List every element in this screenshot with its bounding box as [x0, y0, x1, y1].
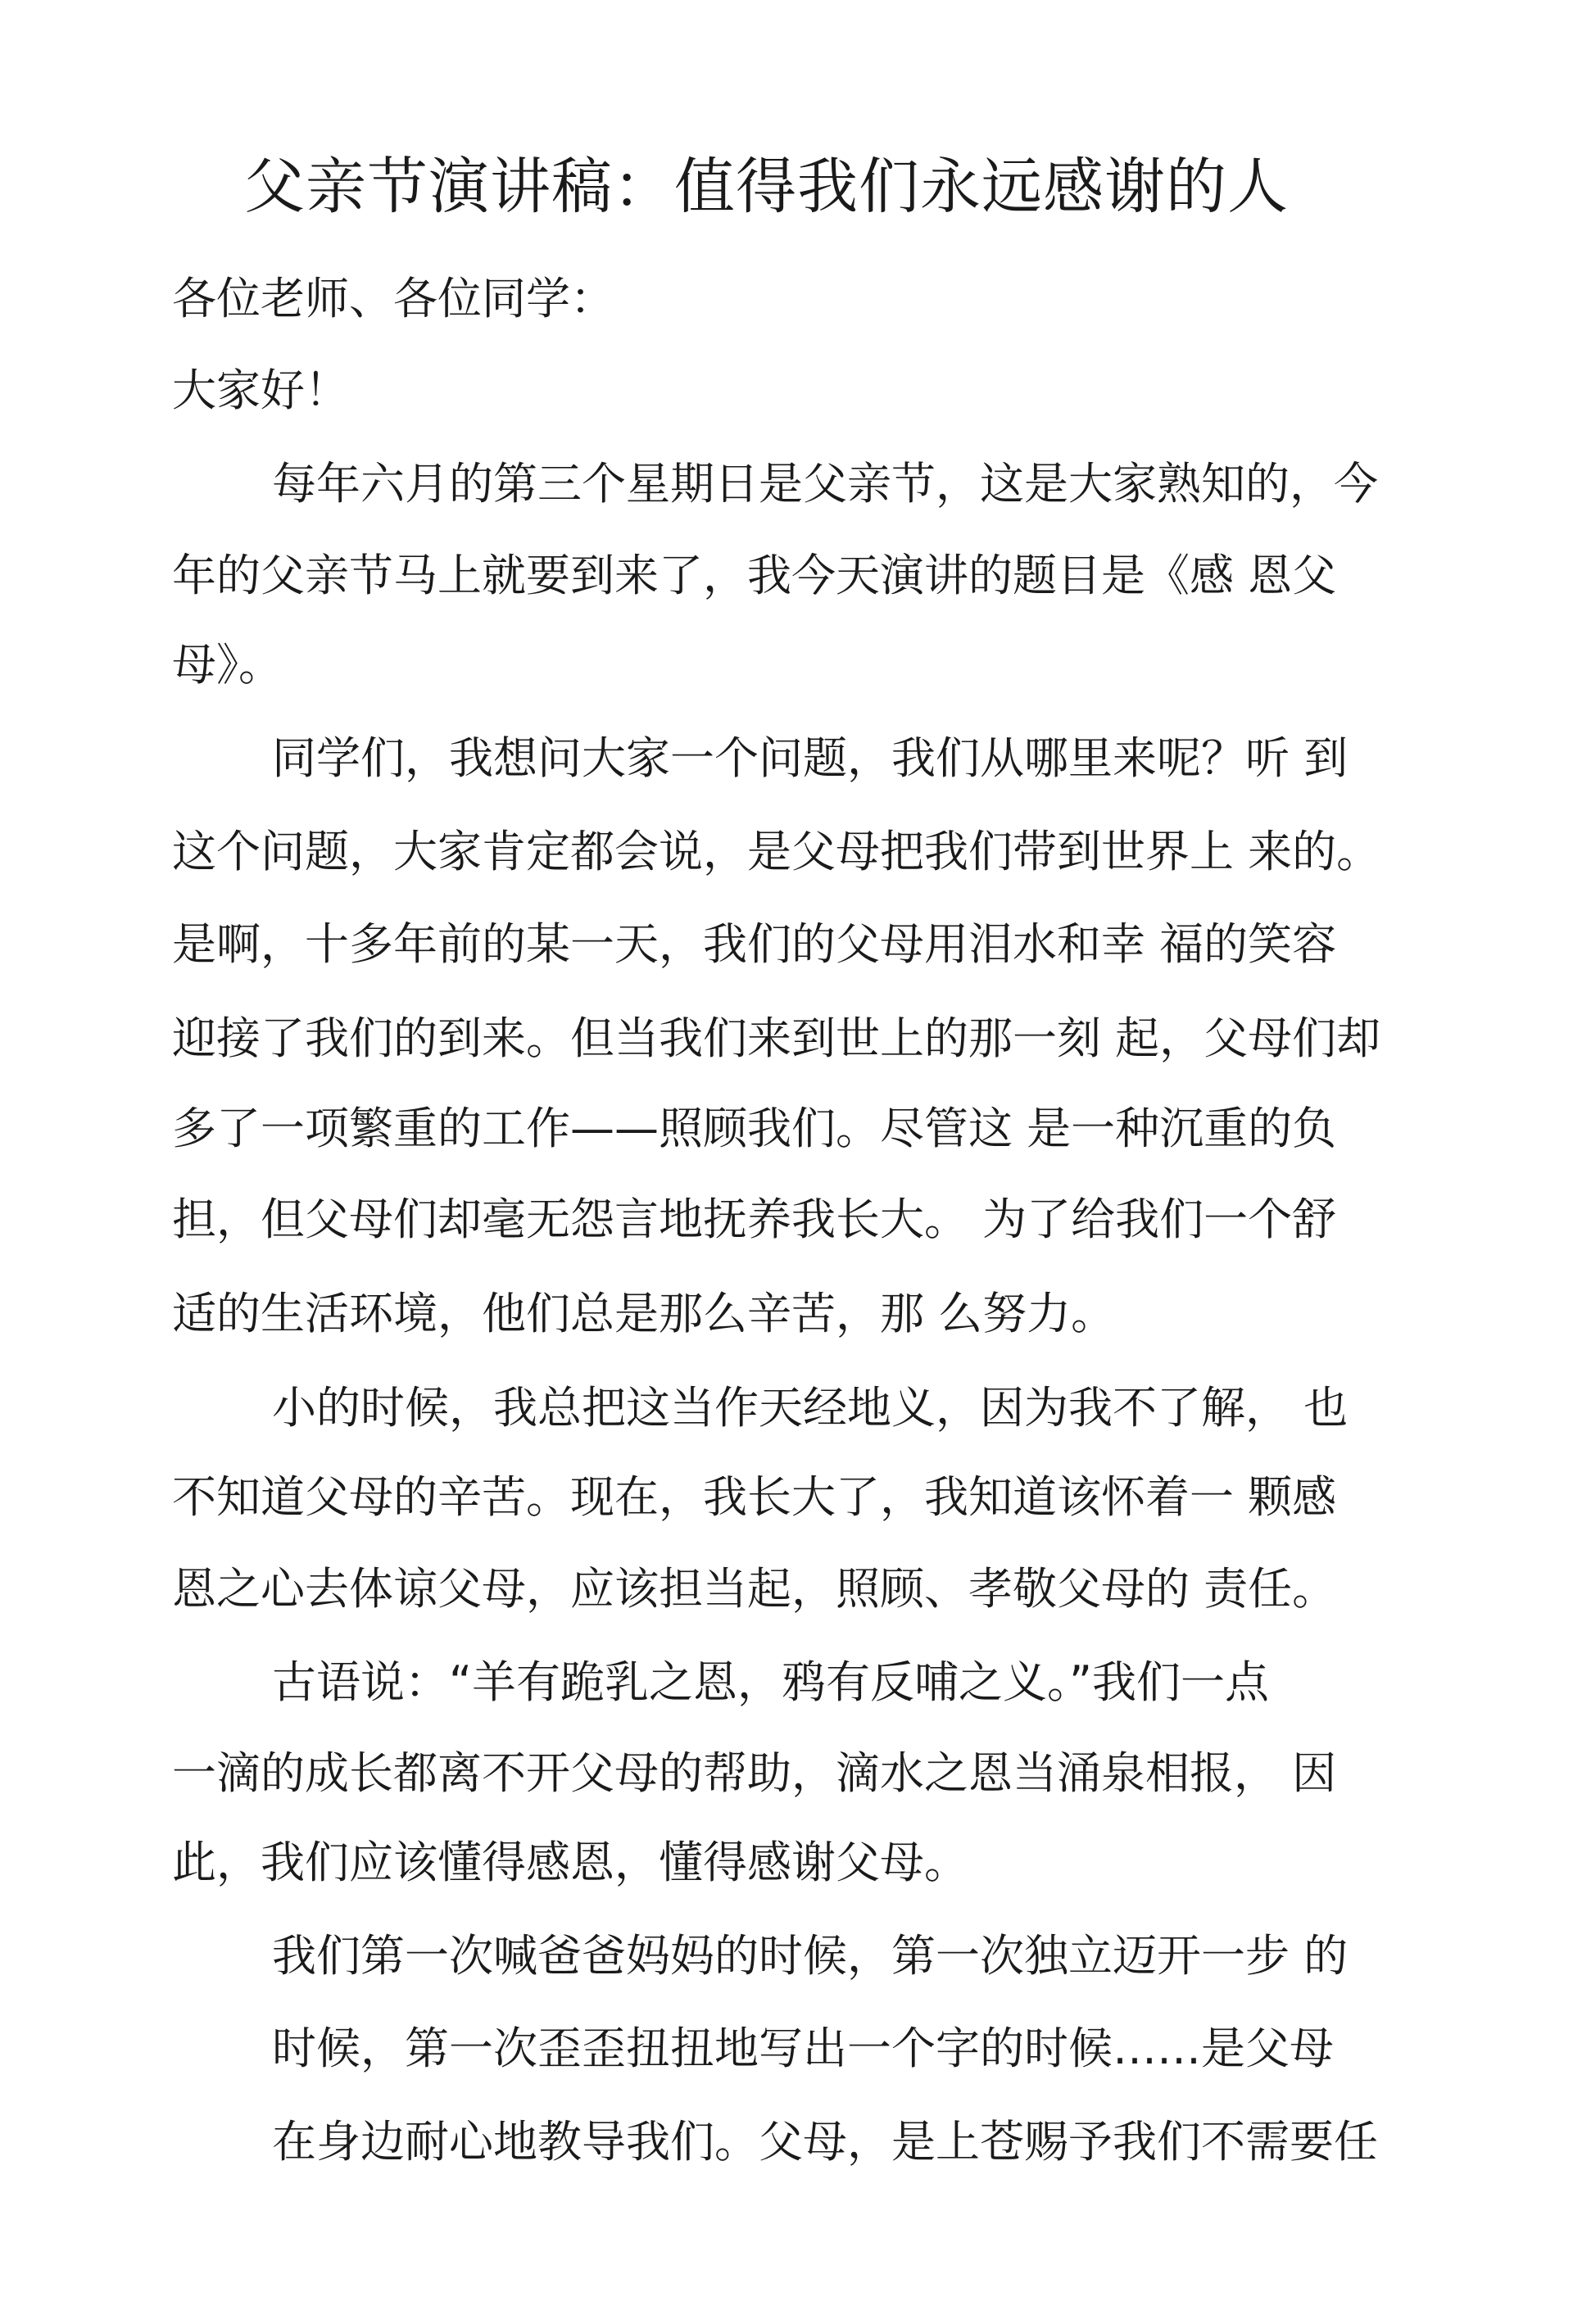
body-line: 担，但父母们却毫无怨言地抚养我长大。 为了给我们一个舒	[172, 1194, 1337, 1245]
greeting-line: 大家好！	[172, 365, 349, 416]
body-line: 年的父亲节马上就要到来了，我今天演讲的题目是《感 恩父	[172, 550, 1337, 601]
body-line: 小的时候，我总把这当作天经地义，因为我不了解， 也	[272, 1382, 1349, 1434]
body-line: 我们第一次喊爸爸妈妈的时候，第一次独立迈开一步 的	[272, 1930, 1349, 1982]
body-line: 是啊，十多年前的某一天，我们的父母用泪水和幸 福的笑容	[172, 918, 1337, 970]
salutation-line: 各位老师、各位同学：	[172, 273, 614, 324]
body-line: 恩之心去体谅父母，应该担当起，照顾、孝敬父母的 责任。	[172, 1563, 1337, 1615]
body-line: 不知道父母的辛苦。现在，我长大了，我知道该怀着一 颗感	[172, 1471, 1337, 1523]
body-line: 一滴的成长都离不开父母的帮助，滴水之恩当涌泉相报， 因	[172, 1747, 1337, 1799]
body-line: 此，我们应该懂得感恩，懂得感谢父母。	[172, 1837, 968, 1888]
body-line: 这个问题，大家肯定都会说，是父母把我们带到世界上 来的。	[172, 826, 1381, 877]
body-line: 适的生活环境，他们总是那么辛苦，那 么努力。	[172, 1288, 1116, 1339]
page-title: 父亲节演讲稿：值得我们永远感谢的人	[244, 152, 1289, 222]
body-line: 多了一项繁重的工作——照顾我们。尽管这 是一种沉重的负	[172, 1103, 1337, 1154]
body-line: 母》。	[172, 639, 283, 691]
body-line: 在身边耐心地教导我们。父母，是上苍赐予我们不需要任	[272, 2116, 1378, 2168]
body-line: 迎接了我们的到来。但当我们来到世上的那一刻 起，父母们却	[172, 1013, 1381, 1064]
body-line: 时候，第一次歪歪扭扭地写出一个字的时候……是父母	[272, 2023, 1334, 2074]
body-line: 古语说：“羊有跪乳之恩，鸦有反哺之义。”我们一点	[272, 1656, 1269, 1708]
body-line: 每年六月的第三个星期日是父亲节，这是大家熟知的，今	[272, 458, 1378, 510]
body-line: 同学们，我想问大家一个问题，我们从哪里来呢？听 到	[272, 732, 1349, 784]
